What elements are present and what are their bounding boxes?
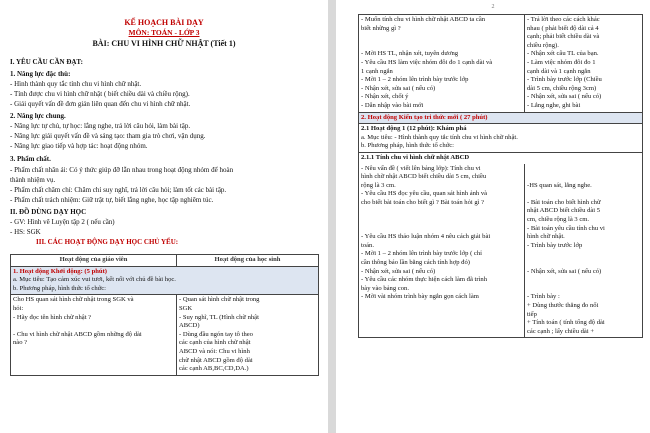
cell-line: - Nhận xét, sửa sai ( nếu có) xyxy=(361,267,436,275)
cell-line: 1 cạnh ngắn xyxy=(361,67,393,75)
cell-line: - Muốn tính chu vi hình chữ nhật ABCD ta cần xyxy=(361,16,486,23)
cell-line: SGK xyxy=(179,304,193,312)
cell-line: - Làm việc nhóm đôi đo 1 xyxy=(527,58,596,66)
activities-table-continued xyxy=(358,14,643,338)
activity-line: a. Mục tiêu: - Hình thành quy tắc tính chu vi hình chữ nhật. xyxy=(361,133,518,141)
list-item: - Phẩm chất chăm chỉ: Chăm chỉ suy nghĩ, trả lời câu hỏi; làm tốt các bài tập. xyxy=(10,186,227,194)
cell-line: chiều rộng). xyxy=(527,41,559,49)
cell-line xyxy=(13,322,174,331)
cell-line: - Mời 1 – 2 nhóm lên trình bày trước lớp xyxy=(361,76,469,84)
cell-line: toán. xyxy=(361,241,375,249)
student-cell xyxy=(525,15,643,113)
cell-line: -HS quan sát, lắng nghe. xyxy=(527,181,592,189)
subject-title: MÔN: TOÁN - LỚP 3 xyxy=(128,28,200,37)
cell-line: - Trình bày trước lớp (Chiều xyxy=(527,76,602,84)
list-item: - Hình thành quy tắc tính chu vi hình chữ nhật. xyxy=(10,80,142,88)
cell-line: nhau ( phải biết độ dài cả 4 xyxy=(527,24,599,32)
cell-line: - Mời vài nhóm trình bày ngắn gọn cách làm xyxy=(361,293,479,301)
cell-line: - Nhận xét, sửa sai ( nếu có) xyxy=(361,84,436,92)
cell-line: - Dẫn nhập vào bài mới xyxy=(361,101,424,109)
cell-line: nhật ABCD biết chiều dài 5 xyxy=(527,207,601,215)
cell-line: - Yêu cầu HS thảo luận nhóm 4 nêu cách giải bài xyxy=(361,233,491,241)
cell-line: các cạnh của hình chữ nhật xyxy=(179,339,251,347)
cell-line: hình chữ nhật. xyxy=(527,233,565,241)
cell-line: - Nhận xét, chốt ý xyxy=(361,93,409,101)
cell-line: nào ? xyxy=(13,339,28,347)
cell-line: rộng là 3 cm. xyxy=(361,181,396,189)
activity-line: a. Mục tiêu: Tạo cảm xúc vui tươi, kết nối với chủ đề bài học. xyxy=(13,276,176,284)
cell-line: - Trả lời theo các cách khác xyxy=(527,16,600,23)
cell-line: - Suy nghĩ, TL (Hình chữ nhật xyxy=(179,313,259,321)
cell-line: hỏi: xyxy=(13,304,24,312)
cell-line: cm, chiều rộng là 3 cm. xyxy=(527,216,590,224)
cell-line: - Yêu cầu HS đọc yêu cầu, quan sát hình ảnh và xyxy=(361,190,488,198)
cell-line: - Nhận xét, sửa sai ( nếu có) xyxy=(527,267,602,275)
cell-line: cho biết bài toán cho biết gì ? Bài toán hỏi gì ? xyxy=(361,198,485,206)
activities-table xyxy=(10,254,319,376)
activity-2-1-title: 2.1 Hoạt động 1 (12 phút): Khám phá xyxy=(361,125,467,133)
activity-2-1-header xyxy=(359,124,643,153)
cell-line: - Yêu cầu HS làm việc nhóm đôi đo 1 cạnh dài và xyxy=(361,58,493,66)
page-gutter xyxy=(328,0,336,433)
section-activities: III. CÁC HOẠT ĐỘNG DẠY HỌC CHỦ YẾU: xyxy=(36,238,179,246)
cell-line: + Dùng thước thẳng đo nối xyxy=(527,302,599,309)
cell-line: bày vào bảng con. xyxy=(361,284,409,292)
document-page-2 xyxy=(336,0,650,433)
cell-line xyxy=(361,33,522,42)
list-item: - Năng lực giao tiếp và hợp tác: hoạt động nhóm. xyxy=(10,142,148,150)
cell-line: các cạnh ; lấy chiều dài + xyxy=(527,327,595,335)
cell-line: - Nêu vấn đề ( viết lên bảng lớp): Tính chu vi xyxy=(361,164,481,172)
cell-line: - Hãy đọc tên hình chữ nhật ? xyxy=(13,313,92,321)
cell-line: - Chu vi hình chữ nhật ABCD gồm những độ dài xyxy=(13,330,142,338)
section-requirements: I. YÊU CẦU CẦN ĐẠT: xyxy=(10,58,83,66)
cell-line: - Bài toán cho biết hình chữ xyxy=(527,198,601,206)
cell-line xyxy=(527,250,640,259)
subsection-title: 2.1.1 Tính chu vi hình chữ nhật ABCD xyxy=(361,153,470,161)
cell-line: - Trình bày : xyxy=(527,293,560,301)
list-item: - Năng lực tự chủ, tự học: lắng nghe, trả lời câu hỏi, làm bài tập. xyxy=(10,122,191,130)
cell-line: chữ nhật ABCD gồm độ dài xyxy=(179,356,253,364)
student-cell xyxy=(177,295,319,375)
cell-line: cần thông báo lần bằng cách tính hợp đó) xyxy=(361,259,470,267)
activity-1-title: 1. Hoạt động Khởi động: (5 phút) xyxy=(13,267,107,275)
cell-line: - Yêu cầu các nhóm thực hiện cách làm đã trình xyxy=(361,276,487,284)
activity-line: b. Phương pháp, hình thức tổ chức: xyxy=(361,142,454,150)
activity-2-title: 2. Hoạt động Kiến tạo tri thức mới ( 27 phút) xyxy=(361,113,488,121)
teacher-cell xyxy=(359,15,525,113)
list-item: - Phẩm chất nhân ái: Có ý thức giúp đỡ lẫn nhau trong hoạt động nhóm để hoàn xyxy=(10,166,234,174)
lesson-plan-title: KẾ HOẠCH BÀI DẠY xyxy=(124,18,204,27)
list-item: - Giải quyết vấn đề đơn giản liên quan đến chu vi hình chữ nhật. xyxy=(10,100,191,108)
cell-line xyxy=(527,190,640,199)
cell-line xyxy=(527,285,640,294)
cell-line xyxy=(361,225,522,234)
lesson-title: BÀI: CHU VI HÌNH CHỮ NHẬT (Tiết 1) xyxy=(92,39,236,48)
cell-line xyxy=(527,173,640,182)
list-item: - HS: SGK xyxy=(10,228,41,236)
activity-2-header xyxy=(359,112,643,124)
student-cell xyxy=(525,164,643,338)
subsection-specific-competence: 1. Năng lực đặc thù: xyxy=(10,70,71,78)
cell-line: ABCD) xyxy=(179,322,200,330)
page-number: 2 xyxy=(491,4,495,10)
cell-line: cạnh; phải biết chiều dài và xyxy=(527,33,600,41)
cell-line: - Dùng đầu ngón tay tô theo xyxy=(179,330,253,338)
cell-line: - Mời HS TL, nhận xét, tuyên dương xyxy=(361,50,459,58)
subsection-qualities: 3. Phẩm chất. xyxy=(10,155,51,163)
list-item: - Phẩm chất trách nhiệm: Giữ trật tự, biết lắng nghe, học tập nghiêm túc. xyxy=(10,196,214,204)
cell-line xyxy=(527,165,640,174)
cell-line xyxy=(361,42,522,51)
section-materials: II. ĐỒ DÙNG DẠY HỌC xyxy=(10,208,87,216)
list-item: thành nhiệm vụ. xyxy=(10,176,56,184)
cell-line: - Nhận xét câu TL của bạn. xyxy=(527,50,599,58)
cell-line: biết những gì ? xyxy=(361,24,401,32)
cell-line: cạnh dài và 1 cạnh ngắn xyxy=(527,67,591,75)
cell-line: - Mời 1 – 2 nhóm lên trình bày trước lớp ( chỉ xyxy=(361,250,482,258)
cell-line: tiếp xyxy=(527,310,537,318)
list-item: - GV: Hình vẽ Luyện tập 2 ( nếu cần) xyxy=(10,218,115,226)
cell-line: - Quan sát hình chữ nhật trong xyxy=(179,296,260,304)
cell-line: Cho HS quan sát hình chữ nhật trong SGK và xyxy=(13,296,134,304)
cell-line: + Tính toán ( tính tổng độ dài xyxy=(527,319,605,327)
teacher-cell xyxy=(11,295,177,375)
cell-line: - Trình bày trước lớp xyxy=(527,241,583,249)
cell-line: ABCD và nói: Chu vi hình xyxy=(179,347,250,355)
column-header-teacher: Hoạt động của giáo viên xyxy=(11,255,177,267)
cell-line: - Nhận xét, sửa sai ( nếu có) xyxy=(527,93,602,101)
cell-line xyxy=(361,207,522,216)
activity-row xyxy=(11,266,319,295)
subsection-header xyxy=(359,152,643,163)
list-item: - Tính được chu vi hình chữ nhật ( biết chiều dài và chiều rộng). xyxy=(10,90,190,98)
cell-line xyxy=(361,216,522,225)
cell-line: các cạnh AB,BC,CD,DA.) xyxy=(179,365,249,373)
list-item: - Năng lực giải quyết vấn đề và sáng tạo: tham gia trò chơi, vận dụng. xyxy=(10,132,206,140)
cell-line: - Bài toán yêu cầu tính chu vi xyxy=(527,224,605,232)
cell-line xyxy=(527,259,640,268)
activity-line: b. Phương pháp, hình thức tổ chức: xyxy=(13,284,106,292)
cell-line: dài 5 cm, chiều rộng 3cm) xyxy=(527,84,597,92)
teacher-cell xyxy=(359,164,525,338)
cell-line: - Lắng nghe, ghi bài xyxy=(527,101,581,109)
subsection-general-competence: 2. Năng lực chung. xyxy=(10,112,66,120)
cell-line xyxy=(527,276,640,285)
cell-line: hình chữ nhật ABCD biết chiều dài 5 cm, chiều xyxy=(361,173,487,181)
column-header-student: Hoạt động của học sinh xyxy=(177,255,319,267)
